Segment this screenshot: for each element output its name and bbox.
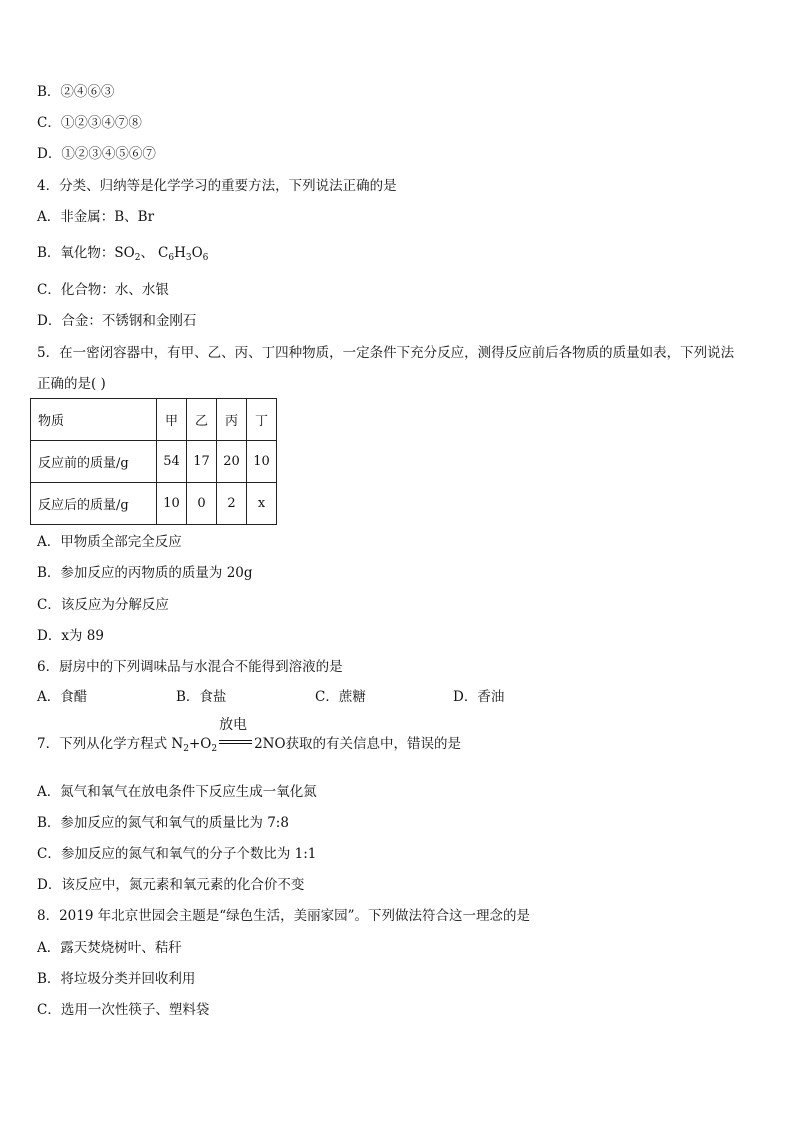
q4-option-a: A．非金属：B、Br [37,209,155,225]
q8-option-b: B．将垃圾分类并回收利用 [37,971,196,987]
table-cell: 10 [247,441,277,483]
formula-so2: $SO_2$ [114,245,141,263]
reaction-condition-arrow [219,717,252,748]
table-cell: 20 [217,441,247,483]
mass-table [30,398,277,525]
q6-option-d: D．香油 [453,689,505,705]
q6-stem: 6．厨房中的下列调味品与水混合不能得到溶液的是 [37,659,343,675]
q7-option-d: D．该反应中，氮元素和氧元素的化合价不变 [37,877,305,893]
reaction-condition: 放电 [219,717,248,733]
table-cell: x [247,483,277,525]
q6-option-b: B．食盐 [176,689,227,705]
q4-stem: 4．分类、归纳等是化学学习的重要方法，下列说法正确的是 [37,178,397,194]
table-header-cell: 丙 [217,399,247,441]
q3-option-b: B．②④⑥③ [37,84,115,100]
table-header-cell: 甲 [157,399,187,441]
table-cell: 10 [157,483,187,525]
q5-option-c: C．该反应为分解反应 [37,597,169,613]
q3-option-c: C．①②③④⑦⑧ [37,115,142,131]
q7-option-c: C．参加反应的氮气和氧气的分子个数比为 1:1 [37,846,317,862]
q5-option-a: A．甲物质全部完全反应 [37,534,182,550]
q6-option-c: C．蔗糖 [315,689,366,705]
table-row [31,483,277,525]
table-cell: 54 [157,441,187,483]
table-header-row [31,399,277,441]
table-cell: 反应前的质量/g [31,441,157,483]
q4-option-d: D．合金：不锈钢和金刚石 [37,313,197,329]
q5-stem-line-1: 5．在一密闭容器中，有甲、乙、丙、丁四种物质，一定条件下充分反应，测得反应前后各物质的质量如表，下列说法 [37,345,735,361]
table-row [31,441,277,483]
table-cell: 0 [187,483,217,525]
q8-stem: 8．2019 年北京世园会主题是“绿色生活，美丽家园”。下列做法符合这一理念的是 [37,908,531,924]
q7-stem: 7．下列从化学方程式 $N_2+O_2$ 放电 2NO获取的有关信息中，错误的是 [37,717,462,754]
q7-option-a: A．氮气和氧气在放电条件下反应生成一氧化氮 [37,784,317,800]
q4-option-b: B．氧化物：$SO_2$、 $C_6H_3O_6$ [37,245,209,263]
q6-option-a: A．食醋 [37,689,88,705]
formula-c6h3o6: $C_6H_3O_6$ [157,245,209,263]
table-header-cell: 丁 [247,399,277,441]
q5-option-d: D．x为 89 [37,628,104,644]
q8-option-c: C．选用一次性筷子、塑料袋 [37,1002,210,1018]
table-cell: 反应后的质量/g [31,483,157,525]
q4-option-c: C．化合物：水、水银 [37,282,169,298]
table-cell: 17 [187,441,217,483]
table-header-cell: 物质 [31,399,157,441]
table-cell: 2 [217,483,247,525]
q3-option-d: D．①②③④⑤⑥⑦ [37,146,156,162]
table-header-cell: 乙 [187,399,217,441]
q4-option-b-prefix: B．氧化物： [37,245,115,261]
q7-option-b: B．参加反应的氮气和氧气的质量比为 7:8 [37,815,289,831]
q8-option-a: A．露天焚烧树叶、秸秆 [37,940,182,956]
q5-option-b: B．参加反应的丙物质的质量为 20g [37,565,253,581]
q5-stem-line-2: 正确的是( ) [37,376,106,392]
reaction-product: 2NO [254,736,286,752]
